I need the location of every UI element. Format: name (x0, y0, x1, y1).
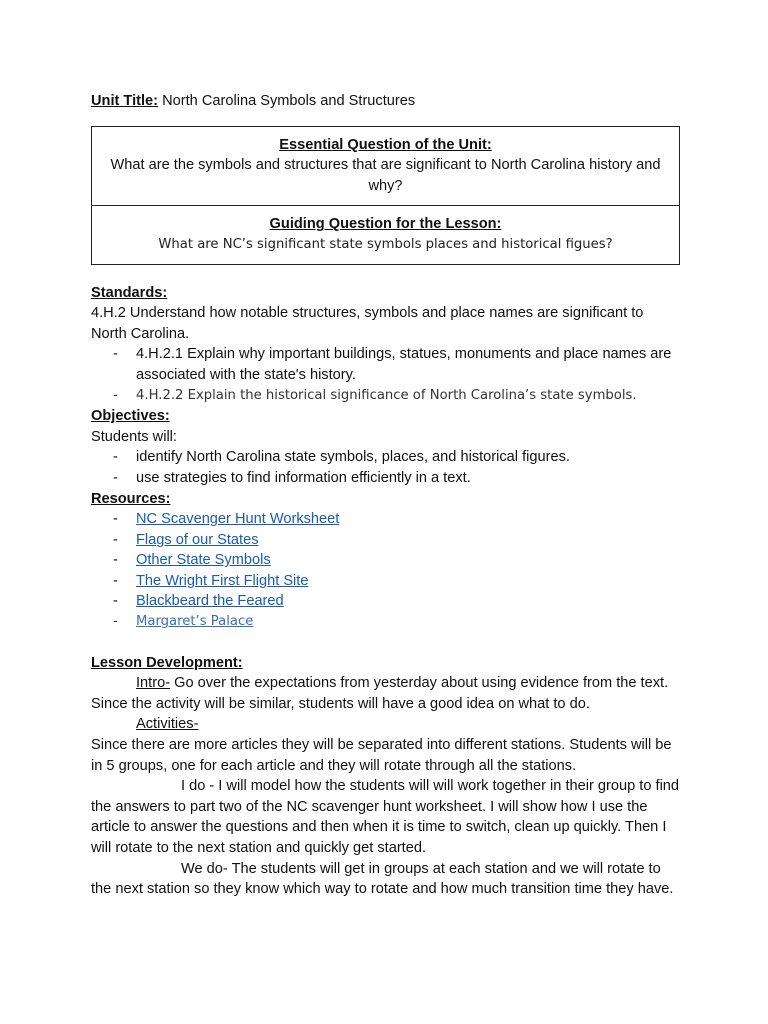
standards-section (91, 283, 681, 407)
resource-link-blackbeard[interactable]: Blackbeard the Feared (136, 593, 284, 610)
resource-item (91, 530, 681, 551)
guiding-question-heading: Guiding Question for the Lesson: (269, 216, 502, 233)
standards-heading: Standards: (91, 284, 168, 301)
guiding-question-text: What are NC’s significant state symbols places and historical figues? (158, 236, 613, 252)
standards-main: 4.H.2 Understand how notable structures, symbols and place names are significant to North Carolina. (91, 305, 644, 342)
objectives-list (91, 447, 681, 488)
essential-question-heading: Essential Question of the Unit: (279, 136, 492, 153)
activities-label: Activities- (136, 716, 199, 733)
resource-link-worksheet[interactable]: NC Scavenger Hunt Worksheet (136, 511, 340, 528)
resources-list (91, 509, 681, 633)
lesson-section (91, 653, 681, 900)
wedo-paragraph (91, 859, 681, 900)
resource-item (91, 509, 681, 530)
intro-label: Intro- (136, 675, 171, 692)
intro-text: Go over the expectations from yesterday about using evidence from the text. Since the activity will be similar, students will have a good idea on what to do. (91, 675, 669, 712)
document-content (91, 91, 681, 900)
ido-text: I do - I will model how the students will will work together in their group to find the answers to part two of the NC scavenger hunt worksheet. I will show how I use the article to answer the questions and then when it is time to switch, clean up quickly. Then I will rotate to the next station and quickly get started. (91, 778, 680, 856)
resource-item (91, 571, 681, 592)
standard-item: - 4.H.2.1 Explain why important buildings, statues, monuments and place names are associated with the state's history. (91, 344, 681, 385)
guiding-question-cell (92, 205, 679, 263)
resource-item (91, 591, 681, 612)
objectives-heading: Objectives: (91, 408, 170, 425)
objectives-section (91, 406, 681, 488)
lesson-intro (91, 673, 681, 714)
unit-title-text: North Carolina Symbols and Structures (162, 93, 416, 109)
unit-title-label: Unit Title: (91, 93, 159, 109)
resource-item (91, 550, 681, 571)
resource-link-symbols[interactable]: Other State Symbols (136, 552, 271, 569)
resources-heading: Resources: (91, 490, 171, 507)
wedo-text: We do- The students will get in groups at each station and we will rotate to the next station so they know which way to rotate and how much transition time they have. (91, 860, 674, 898)
unit-title-line (91, 91, 681, 112)
standard-item: - 4.H.2.2 Explain the historical significance of North Carolina’s state symbols. (91, 386, 681, 407)
resources-section (91, 489, 681, 633)
resource-item (91, 612, 681, 633)
essential-question-text: What are the symbols and structures that are significant to North Carolina history and why? (110, 157, 661, 194)
objectives-intro: Students will: (91, 428, 177, 445)
resource-link-flags[interactable]: Flags of our States (136, 531, 259, 548)
objective-item: - identify North Carolina state symbols, places, and historical figures. (91, 447, 681, 468)
questions-table (91, 126, 680, 265)
resource-link-wright[interactable]: The Wright First Flight Site (136, 572, 309, 589)
ido-paragraph (91, 776, 681, 858)
standards-list (91, 344, 681, 406)
activities-text: Since there are more articles they will be separated into different stations. Students will be in 5 groups, one for each article and they will rotate through all the stations. (91, 737, 672, 774)
essential-question-cell (92, 127, 679, 206)
lesson-heading: Lesson Development: (91, 654, 243, 671)
objective-item: - use strategies to find information efficiently in a text. (91, 468, 681, 489)
resource-link-margaret[interactable]: Margaret’s Palace (136, 614, 254, 630)
activities-label-line (91, 714, 681, 735)
